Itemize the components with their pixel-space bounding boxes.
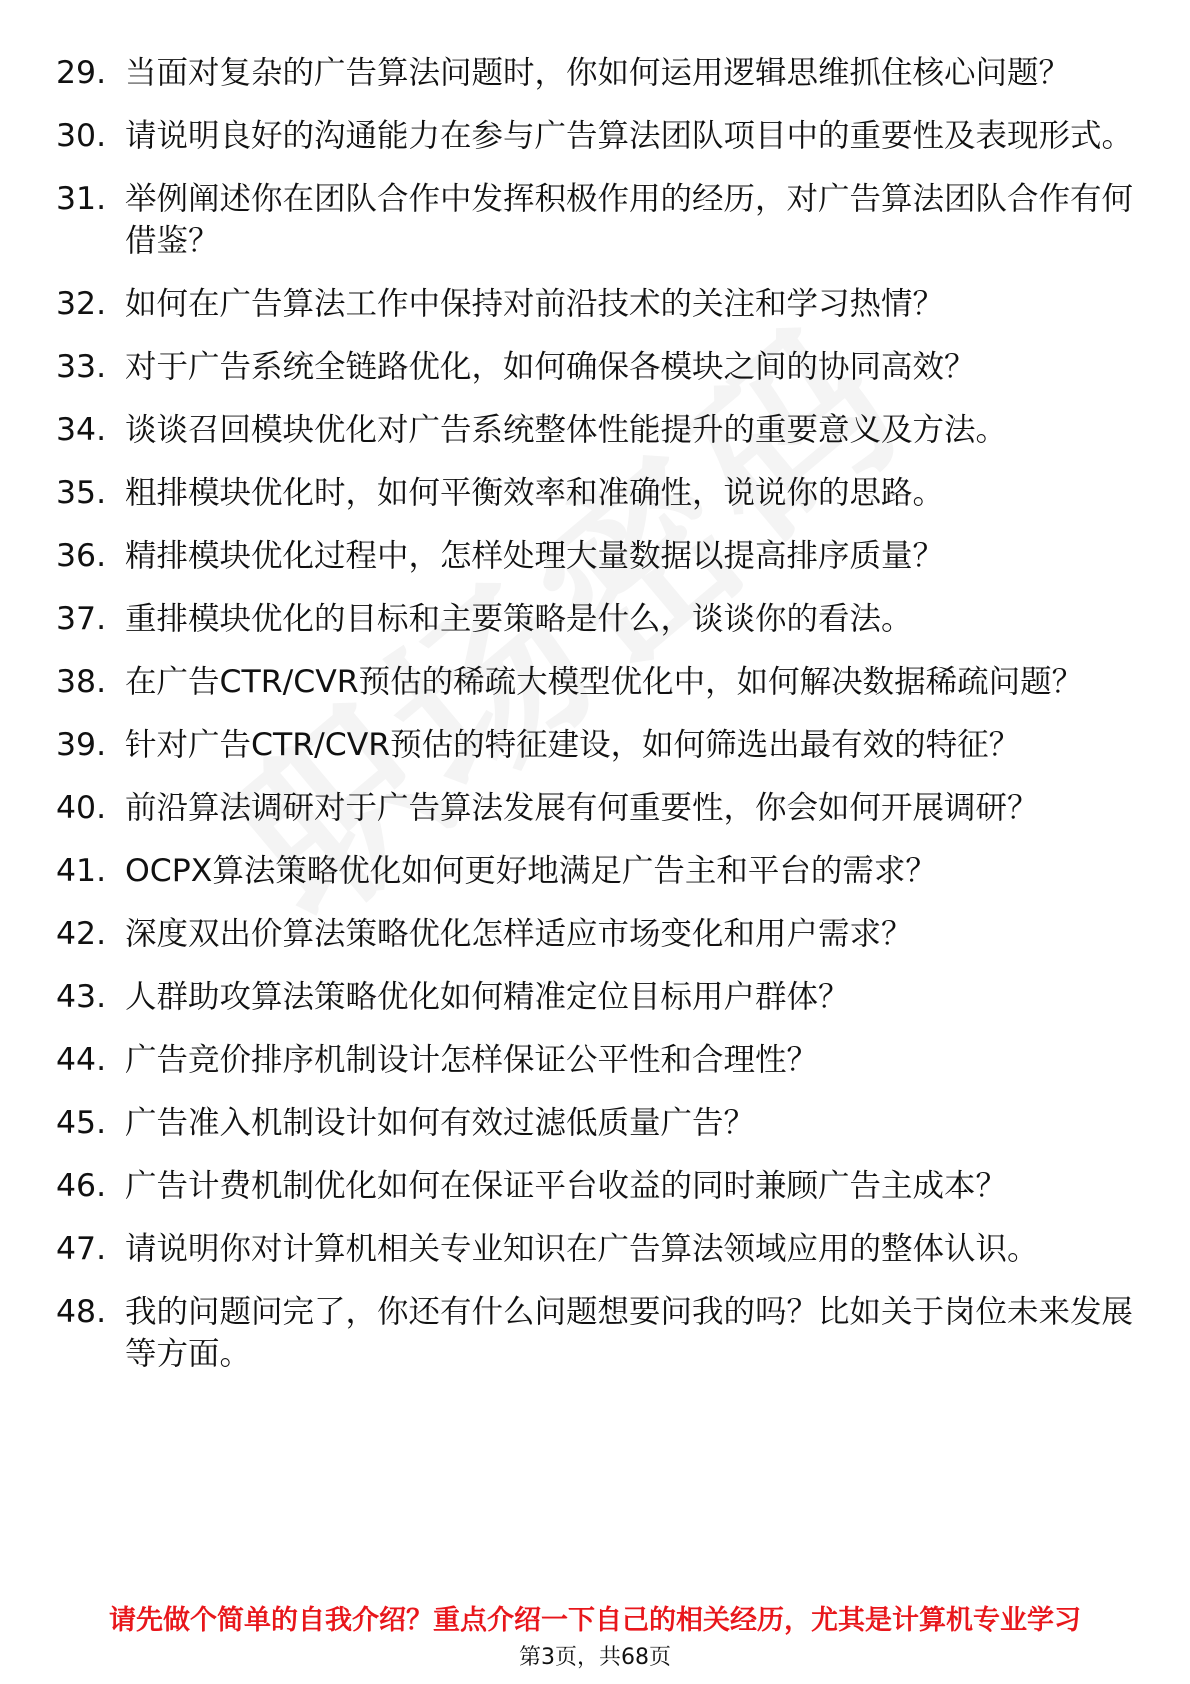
question-number: 34. [56,412,107,448]
question-text: 举例阐述你在团队合作中发挥积极作用的经历，对广告算法团队合作有何借鉴？ [125,181,1134,259]
question-item [56,346,1136,388]
question-number: 37. [56,601,107,637]
question-text: OCPX算法策略优化如何更好地满足广告主和平台的需求？ [125,853,937,889]
footer-note: 请先做个简单的自我介绍？重点介绍一下自己的相关经历，尤其是计算机专业学习 [109,1605,1081,1636]
question-item [56,1165,1136,1207]
question-item [56,850,1136,892]
question-list [56,52,1136,1396]
question-number: 29. [56,55,107,91]
question-item [56,535,1136,577]
question-text: 重排模块优化的目标和主要策略是什么，谈谈你的看法。 [125,601,913,637]
question-number: 41. [56,853,107,889]
question-number: 47. [56,1231,107,1267]
question-item [56,409,1136,451]
question-number: 36. [56,538,107,574]
question-number: 48. [56,1294,107,1330]
question-item [56,115,1136,157]
question-number: 40. [56,790,107,826]
question-text: 粗排模块优化时，如何平衡效率和准确性，说说你的思路。 [125,475,945,511]
question-text: 在广告CTR/CVR预估的稀疏大模型优化中，如何解决数据稀疏问题？ [125,664,1084,700]
page-number: 第3页，共68页 [519,1645,671,1670]
question-number: 38. [56,664,107,700]
question-item [56,1291,1136,1375]
question-number: 35. [56,475,107,511]
question-text: 我的问题问完了，你还有什么问题想要问我的吗？比如关于岗位未来发展等方面。 [125,1294,1134,1372]
question-text: 广告准入机制设计如何有效过滤低质量广告？ [125,1105,756,1141]
question-number: 32. [56,286,107,322]
question-item [56,1228,1136,1270]
question-number: 43. [56,979,107,1015]
question-number: 42. [56,916,107,952]
question-item [56,913,1136,955]
question-text: 如何在广告算法工作中保持对前沿技术的关注和学习热情？ [125,286,945,322]
question-item [56,787,1136,829]
question-text: 对于广告系统全链路优化，如何确保各模块之间的协同高效？ [125,349,976,385]
question-item [56,1039,1136,1081]
question-number: 46. [56,1168,107,1204]
question-item [56,724,1136,766]
question-item [56,598,1136,640]
question-text: 请说明你对计算机相关专业知识在广告算法领域应用的整体认识。 [125,1231,1039,1267]
question-text: 当面对复杂的广告算法问题时，你如何运用逻辑思维抓住核心问题？ [125,55,1071,91]
question-text: 针对广告CTR/CVR预估的特征建设，如何筛选出最有效的特征？ [125,727,1021,763]
question-item [56,1102,1136,1144]
question-number: 39. [56,727,107,763]
question-text: 人群助攻算法策略优化如何精准定位目标用户群体？ [125,979,850,1015]
question-number: 30. [56,118,107,154]
question-text: 请说明良好的沟通能力在参与广告算法团队项目中的重要性及表现形式。 [125,118,1134,154]
question-number: 31. [56,181,107,217]
question-text: 谈谈召回模块优化对广告系统整体性能提升的重要意义及方法。 [125,412,1008,448]
question-item [56,178,1136,262]
question-text: 广告计费机制优化如何在保证平台收益的同时兼顾广告主成本？ [125,1168,1008,1204]
question-item [56,661,1136,703]
question-item [56,283,1136,325]
question-text: 前沿算法调研对于广告算法发展有何重要性，你会如何开展调研？ [125,790,1039,826]
question-number: 44. [56,1042,107,1078]
question-item [56,52,1136,94]
question-item [56,472,1136,514]
question-number: 45. [56,1105,107,1141]
question-number: 33. [56,349,107,385]
question-text: 精排模块优化过程中，怎样处理大量数据以提高排序质量？ [125,538,945,574]
question-text: 深度双出价算法策略优化怎样适应市场变化和用户需求？ [125,916,913,952]
question-item [56,976,1136,1018]
question-text: 广告竞价排序机制设计怎样保证公平性和合理性？ [125,1042,819,1078]
